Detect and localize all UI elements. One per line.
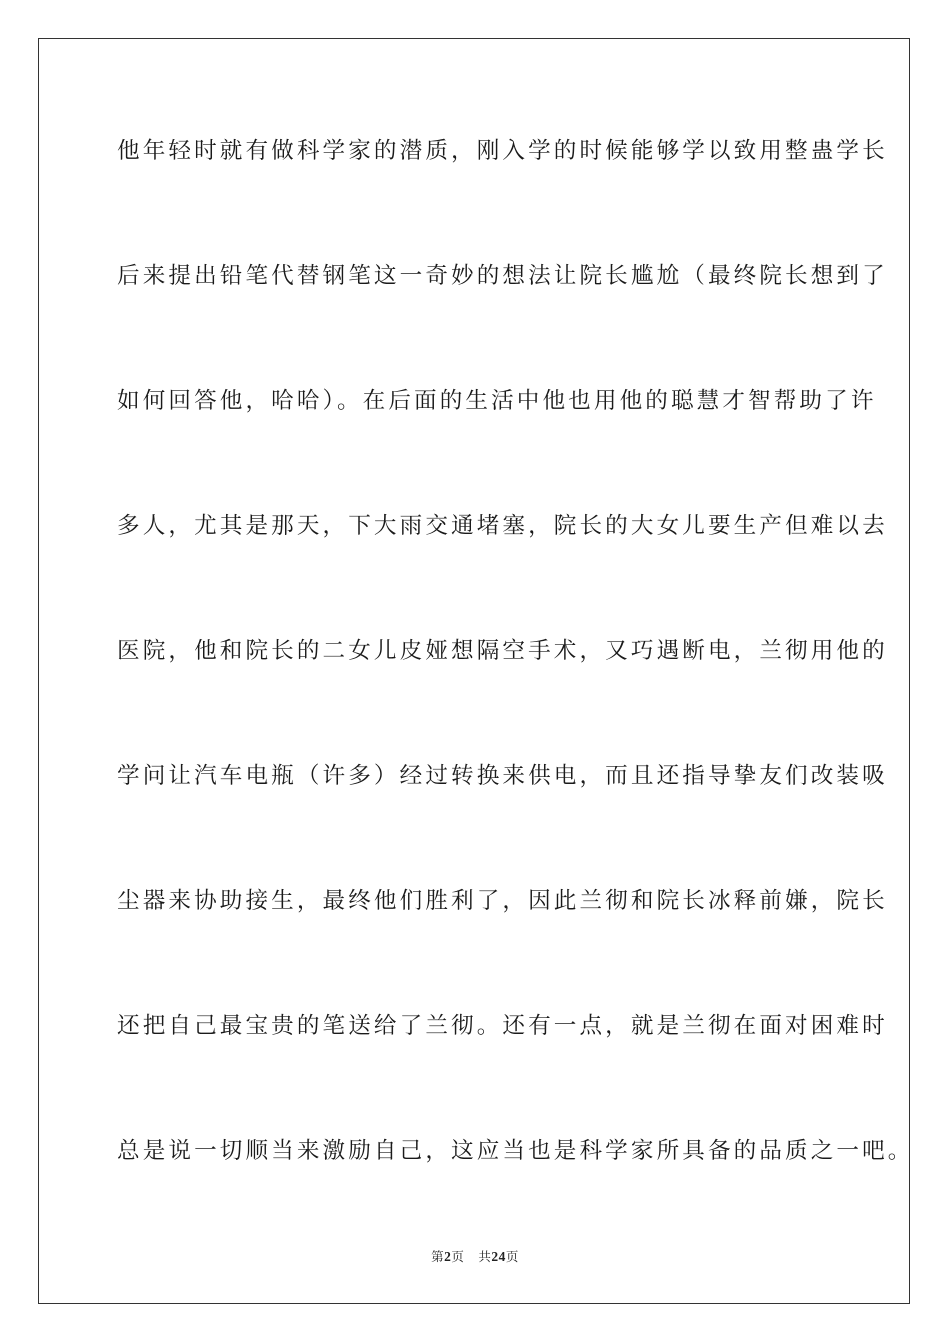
text-line: 如何回答他，哈哈）。在后面的生活中他也用他的聪慧才智帮助了许 (117, 388, 877, 414)
text-line: 学问让汽车电瓶（许多）经过转换来供电，而且还指导挚友们改装吸 (117, 763, 888, 789)
page-prefix: 第 (431, 1249, 445, 1264)
total-suffix: 页 (505, 1249, 519, 1264)
document-body (117, 126, 914, 1251)
text-line: 多人，尤其是那天，下大雨交通堵塞，院长的大女儿要生产但难以去 (117, 513, 888, 539)
page-number: 2 (444, 1249, 452, 1264)
total-prefix: 共 (478, 1249, 492, 1264)
text-line: 后来提出铅笔代替钢笔这一奇妙的想法让院长尴尬（最终院长想到了 (117, 263, 888, 289)
text-line: 尘器来协助接生，最终他们胜利了，因此兰彻和院长冰释前嫌，院长 (117, 888, 888, 914)
page-footer (0, 1247, 950, 1265)
page-suffix: 页 (451, 1249, 465, 1264)
text-line: 还把自己最宝贵的笔送给了兰彻。还有一点，就是兰彻在面对困难时 (117, 1013, 888, 1039)
text-line: 总是说一切顺当来激励自己，这应当也是科学家所具备的品质之一吧。 (117, 1138, 914, 1164)
total-pages: 24 (491, 1249, 506, 1264)
text-line: 医院，他和院长的二女儿皮娅想隔空手术，又巧遇断电，兰彻用他的 (117, 638, 888, 664)
text-line: 他年轻时就有做科学家的潜质，刚入学的时候能够学以致用整蛊学长 (117, 138, 888, 164)
